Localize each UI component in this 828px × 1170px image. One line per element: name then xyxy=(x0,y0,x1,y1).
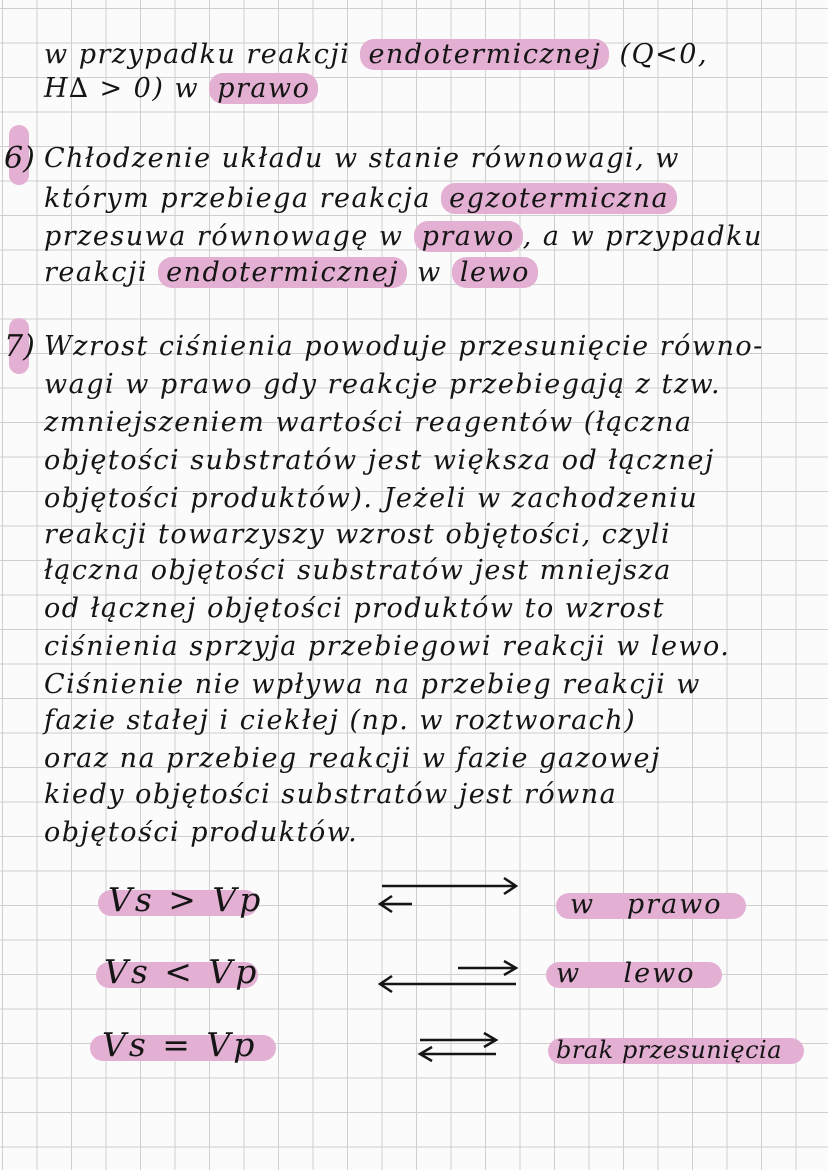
formula-vs-gt-vp: Vs > Vp xyxy=(108,880,264,919)
section-7-line: Ciśnienie nie wpływa na przebieg reakcji w xyxy=(44,669,701,700)
section-7-number: 7) xyxy=(4,329,35,364)
section-7-line: fazie stałej i ciekłej (np. w roztworach) xyxy=(44,705,637,736)
equilibrium-forward-arrow-icon xyxy=(372,872,522,916)
intro-condition-2: H∆ > 0) w xyxy=(44,73,200,104)
section-7-line: wagi w prawo gdy reakcje przebiegają z tzw. xyxy=(44,369,722,400)
result-lewo: w lewo xyxy=(556,958,696,989)
equilibrium-backward-arrow-icon xyxy=(372,958,522,1002)
section-6-line-4: reakcji endotermicznej w lewo xyxy=(44,256,538,290)
highlight-endothermic: endotermicznej xyxy=(360,39,609,70)
section-7-line: ciśnienia sprzyja przebiegowi reakcji w lewo. xyxy=(44,631,731,662)
section-7-line: Wzrost ciśnienia powoduje przesunięcie równo- xyxy=(44,331,764,362)
highlight-endothermic-2: endotermicznej xyxy=(158,257,407,288)
formula-vs-lt-vp: Vs < Vp xyxy=(104,952,260,991)
intro-text: w przypadku reakcji xyxy=(44,39,351,70)
intro-line-2 xyxy=(44,72,318,106)
section-7-line: reakcji towarzyszy wzrost objętości, czyli xyxy=(44,519,672,550)
result-no-shift: brak przesunięcia xyxy=(556,1036,783,1064)
intro-line-1 xyxy=(44,38,708,72)
section-7-line: objętości produktów. xyxy=(44,817,359,848)
section-6-line-1: Chłodzenie układu w stanie równowagi, w xyxy=(44,143,680,174)
section-6-line-2: którym przebiega reakcja egzotermiczna xyxy=(44,182,677,216)
section-7-line: od łącznej objętości produktów to wzrost xyxy=(44,593,666,624)
section-7-line: oraz na przebieg reakcji w fazie gazowej xyxy=(44,743,661,774)
intro-condition: (Q<0, xyxy=(619,39,709,70)
highlight-prawo-2: prawo xyxy=(414,221,523,252)
section-7-line: kiedy objętości substratów jest równa xyxy=(44,779,618,810)
section-7-line: objętości produktów). Jeżeli w zachodzeniu xyxy=(44,483,699,514)
formula-vs-eq-vp: Vs = Vp xyxy=(102,1025,258,1064)
section-6-number: 6) xyxy=(4,141,35,176)
section-7-line: objętości substratów jest większa od łącznej xyxy=(44,445,715,476)
equilibrium-balanced-arrow-icon xyxy=(412,1028,502,1068)
highlight-lewo: lewo xyxy=(452,257,538,288)
section-6-line-3: przesuwa równowagę w prawo , a w przypadku xyxy=(44,221,763,252)
result-prawo: w prawo xyxy=(570,889,723,920)
section-7-line: łączna objętości substratów jest mniejsza xyxy=(44,555,672,586)
highlight-prawo: prawo xyxy=(209,73,318,104)
highlight-exothermic: egzotermiczna xyxy=(441,183,677,214)
section-7-line: zmniejszeniem wartości reagentów (łączna xyxy=(44,407,693,438)
